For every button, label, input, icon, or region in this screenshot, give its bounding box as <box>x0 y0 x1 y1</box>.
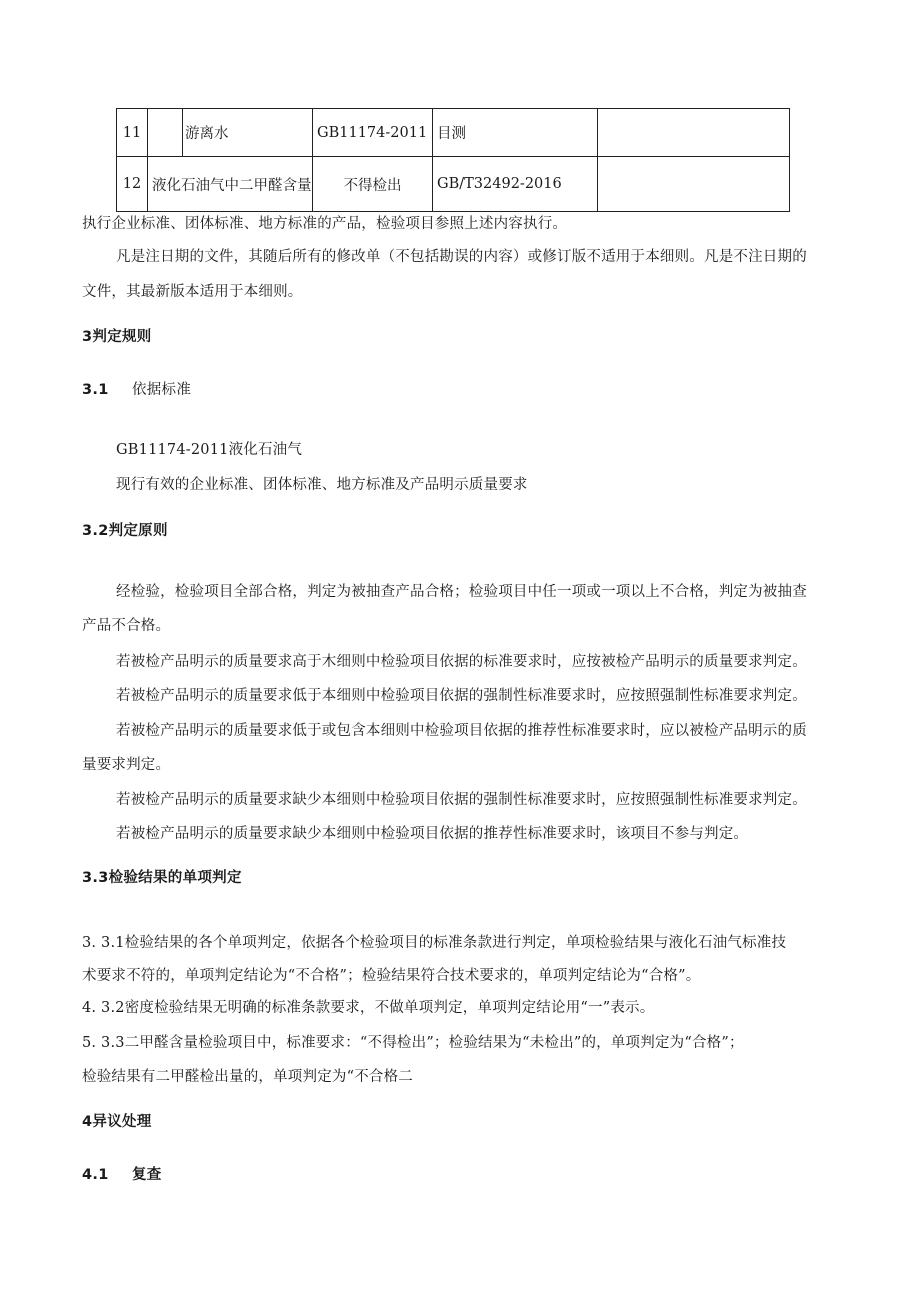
subsection-heading: 3.3检验结果的单项判定 <box>82 870 242 886</box>
section-heading: 4异议处理 <box>82 1114 152 1130</box>
paragraph-text: 执行企业标准、团体标准、地方标准的产品，检验项目参照上述内容执行。 <box>82 216 568 232</box>
method-cell: GB/T32492-2016 <box>433 157 598 212</box>
judgment-item: 4. 3.2密度检验结果无明确的标准条款要求，不做单项判定，单项判定结论用“一”表示。 <box>82 1000 655 1016</box>
subsection-number: 3.1 <box>82 382 109 398</box>
section-heading: 3判定规则 <box>82 329 152 345</box>
paragraph-text: 若被检产品明示的质量要求低于或包含本细则中检验项目依据的推荐性标准要求时，应以被检产品明示的质 <box>116 723 807 739</box>
note-cell <box>598 109 790 157</box>
paragraph-text: 若被检产品明示的质量要求缺少本细则中检验项目依据的强制性标准要求时，应按照强制性标准要求判定。 <box>116 792 807 808</box>
subsection-title: 依据标准 <box>131 382 192 398</box>
item-name-cell: 液化石油气中二甲醛含量 <box>148 157 313 212</box>
judgment-item: 术要求不符的，单项判定结论为“不合格”；检验结果符合技术要求的，单项判定结论为“合格”。 <box>82 968 701 984</box>
row-number: 12 <box>117 157 148 212</box>
paragraph-text: 若被检产品明示的质量要求低于本细则中检验项目依据的强制性标准要求时，应按照强制性标准要求判定。 <box>116 688 807 704</box>
subsection-title: 复查 <box>131 1167 162 1183</box>
paragraph-text: 凡是注日期的文件，其随后所有的修改单（不包括勘误的内容）或修订版不适用于本细则。凡是不注日期的 <box>116 249 807 265</box>
paragraph-text: 若被检产品明示的质量要求缺少本细则中检验项目依据的推荐性标准要求时，该项目不参与判定。 <box>116 826 749 842</box>
subsection-heading <box>82 1163 162 1184</box>
paragraph-text: 经检验，检验项目全部合格，判定为被抽查产品合格；检验项目中任一项或一项以上不合格，判定为被抽查 <box>116 584 807 600</box>
judgment-item: 检验结果有二甲醛检出量的，单项判定为“不合格二 <box>82 1069 414 1085</box>
subsection-heading: 3.2判定原则 <box>82 523 168 539</box>
table-row <box>117 157 790 212</box>
note-cell <box>598 157 790 212</box>
standard-item: 现行有效的企业标准、团体标准、地方标准及产品明示质量要求 <box>116 477 528 493</box>
paragraph-text: 量要求判定。 <box>82 757 171 773</box>
row-number: 11 <box>117 109 148 157</box>
subsection-number: 4.1 <box>82 1167 109 1183</box>
requirement-cell: GB11174-2011 <box>313 109 433 157</box>
method-cell: 目测 <box>433 109 598 157</box>
paragraph-text: 文件，其最新版本适用于本细则。 <box>82 284 303 300</box>
inspection-table <box>116 108 790 212</box>
judgment-item: 3. 3.1检验结果的各个单项判定，依据各个检验项目的标准条款进行判定，单项检验结果与液化石油气标准技 <box>82 935 787 951</box>
item-name-cell <box>148 109 313 157</box>
judgment-item: 5. 3.3二甲醛含量检验项目中，标准要求：“不得检出”；检验结果为“未检出”的，单项判定为“合格”； <box>82 1035 744 1051</box>
subsection-heading <box>82 378 191 399</box>
requirement-cell: 不得检出 <box>313 157 433 212</box>
paragraph-text: 产品不合格。 <box>82 618 171 634</box>
table-row <box>117 109 790 157</box>
paragraph-text: 若被检产品明示的质量要求高于木细则中检验项目依据的标准要求时，应按被检产品明示的质量要求判定。 <box>116 654 807 670</box>
standard-item: GB11174-2011液化石油气 <box>116 442 303 458</box>
item-name: 游离水 <box>185 126 229 142</box>
